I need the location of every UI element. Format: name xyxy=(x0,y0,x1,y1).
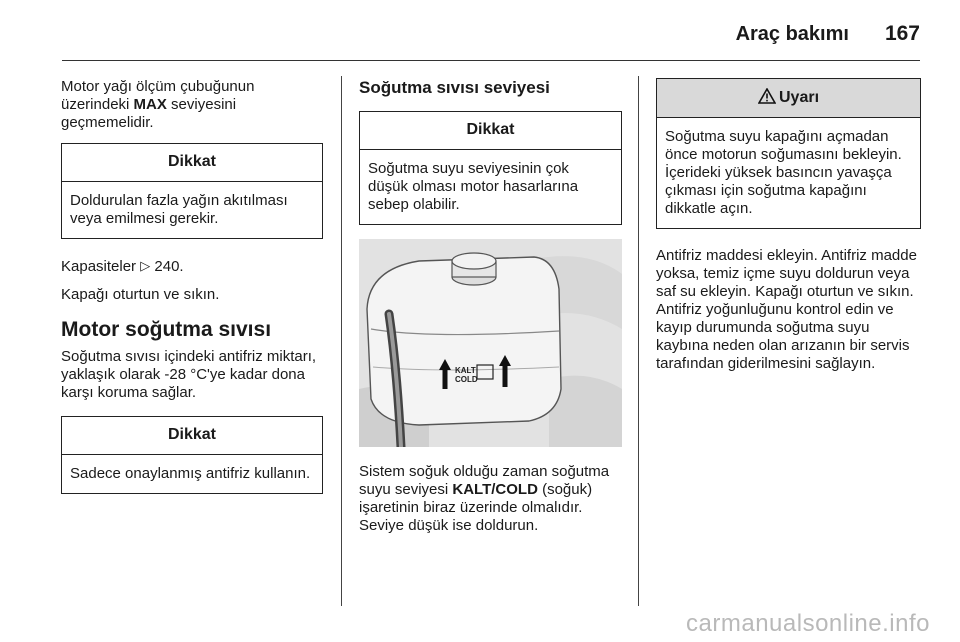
caution-box-coolant xyxy=(359,111,622,225)
intro-paragraph: Motor yağı ölçüm çubuğunun üzerindeki MAX seviyesini geçmemelidir. xyxy=(61,78,255,131)
page-number: 167 xyxy=(884,22,920,45)
column-1 xyxy=(61,78,323,508)
caution-text: Soğutma suyu seviyesinin çok düşük olması motor hasarlarına sebep olabilir. xyxy=(368,160,579,213)
max-mark: MAX xyxy=(133,96,167,113)
capacities-page-link[interactable]: 240. xyxy=(154,258,184,275)
header-rule xyxy=(62,60,920,61)
caution-box-oil xyxy=(61,143,323,239)
page-header xyxy=(736,14,920,54)
cap-instruction: Kapağı oturtun ve sıkın. xyxy=(61,286,220,303)
caution-title: Dikkat xyxy=(360,112,621,150)
caution-box-antifreeze xyxy=(61,416,323,494)
figure-label-cold: COLD xyxy=(455,375,478,384)
column-3 xyxy=(656,78,921,383)
figure-caption: Sistem soğuk olduğu zaman soğutma suyu seviyesi KALT/COLD (soğuk) işaretinin biraz üzerinde olmalıdır. Seviye düşük ise doldurun. xyxy=(359,463,610,534)
caution-title: Dikkat xyxy=(62,144,322,182)
figure-label-kalt: KALT xyxy=(455,366,476,375)
antifreeze-instructions: Antifriz maddesi ekleyin. Antifriz madde yoksa, temiz içme suyu doldurun veya saf su ekleyin. Kapağı oturtun ve sıkın. Antifriz yoğunluğunu kontrol edin ve kayıp durumunda soğutma suyu kaybına neden olan arızanın bir servis tarafından giderilmesini sağlayın. xyxy=(656,247,917,372)
warning-box xyxy=(656,78,921,229)
coolant-reservoir-illustration xyxy=(359,239,622,447)
column-2 xyxy=(359,78,622,545)
warning-triangle-icon xyxy=(758,88,776,104)
caution-title: Dikkat xyxy=(62,417,322,455)
page-title: Araç bakımı xyxy=(735,22,849,45)
caution-text: Doldurulan fazla yağın akıtılması veya emilmesi gerekir. xyxy=(70,192,288,227)
watermark: carmanualsonline.info xyxy=(686,610,930,637)
capacities-line: Kapasiteler ▷ 240. xyxy=(61,258,184,275)
warning-header xyxy=(657,79,920,118)
warning-title: Uyarı xyxy=(778,89,820,106)
section-title: Motor soğutma sıvısı xyxy=(61,318,272,341)
section-body: Soğutma sıvısı içindeki antifriz miktarı, yaklaşık olarak -28 °C'ye kadar dona karşı koruma sağlar. xyxy=(61,348,317,401)
caution-text: Sadece onaylanmış antifriz kullanın. xyxy=(70,465,311,482)
subsection-title: Soğutma sıvısı seviyesi xyxy=(359,78,550,97)
arrow-reference-icon[interactable]: ▷ xyxy=(140,258,151,273)
warning-text: Soğutma suyu kapağını açmadan önce motorun soğumasını bekleyin. İçerideki yüksek basıncın yavaşça çıkması için soğutma kapağını dikkatle açın. xyxy=(665,128,902,217)
column-divider-right xyxy=(638,76,639,606)
column-divider-left xyxy=(341,76,342,606)
